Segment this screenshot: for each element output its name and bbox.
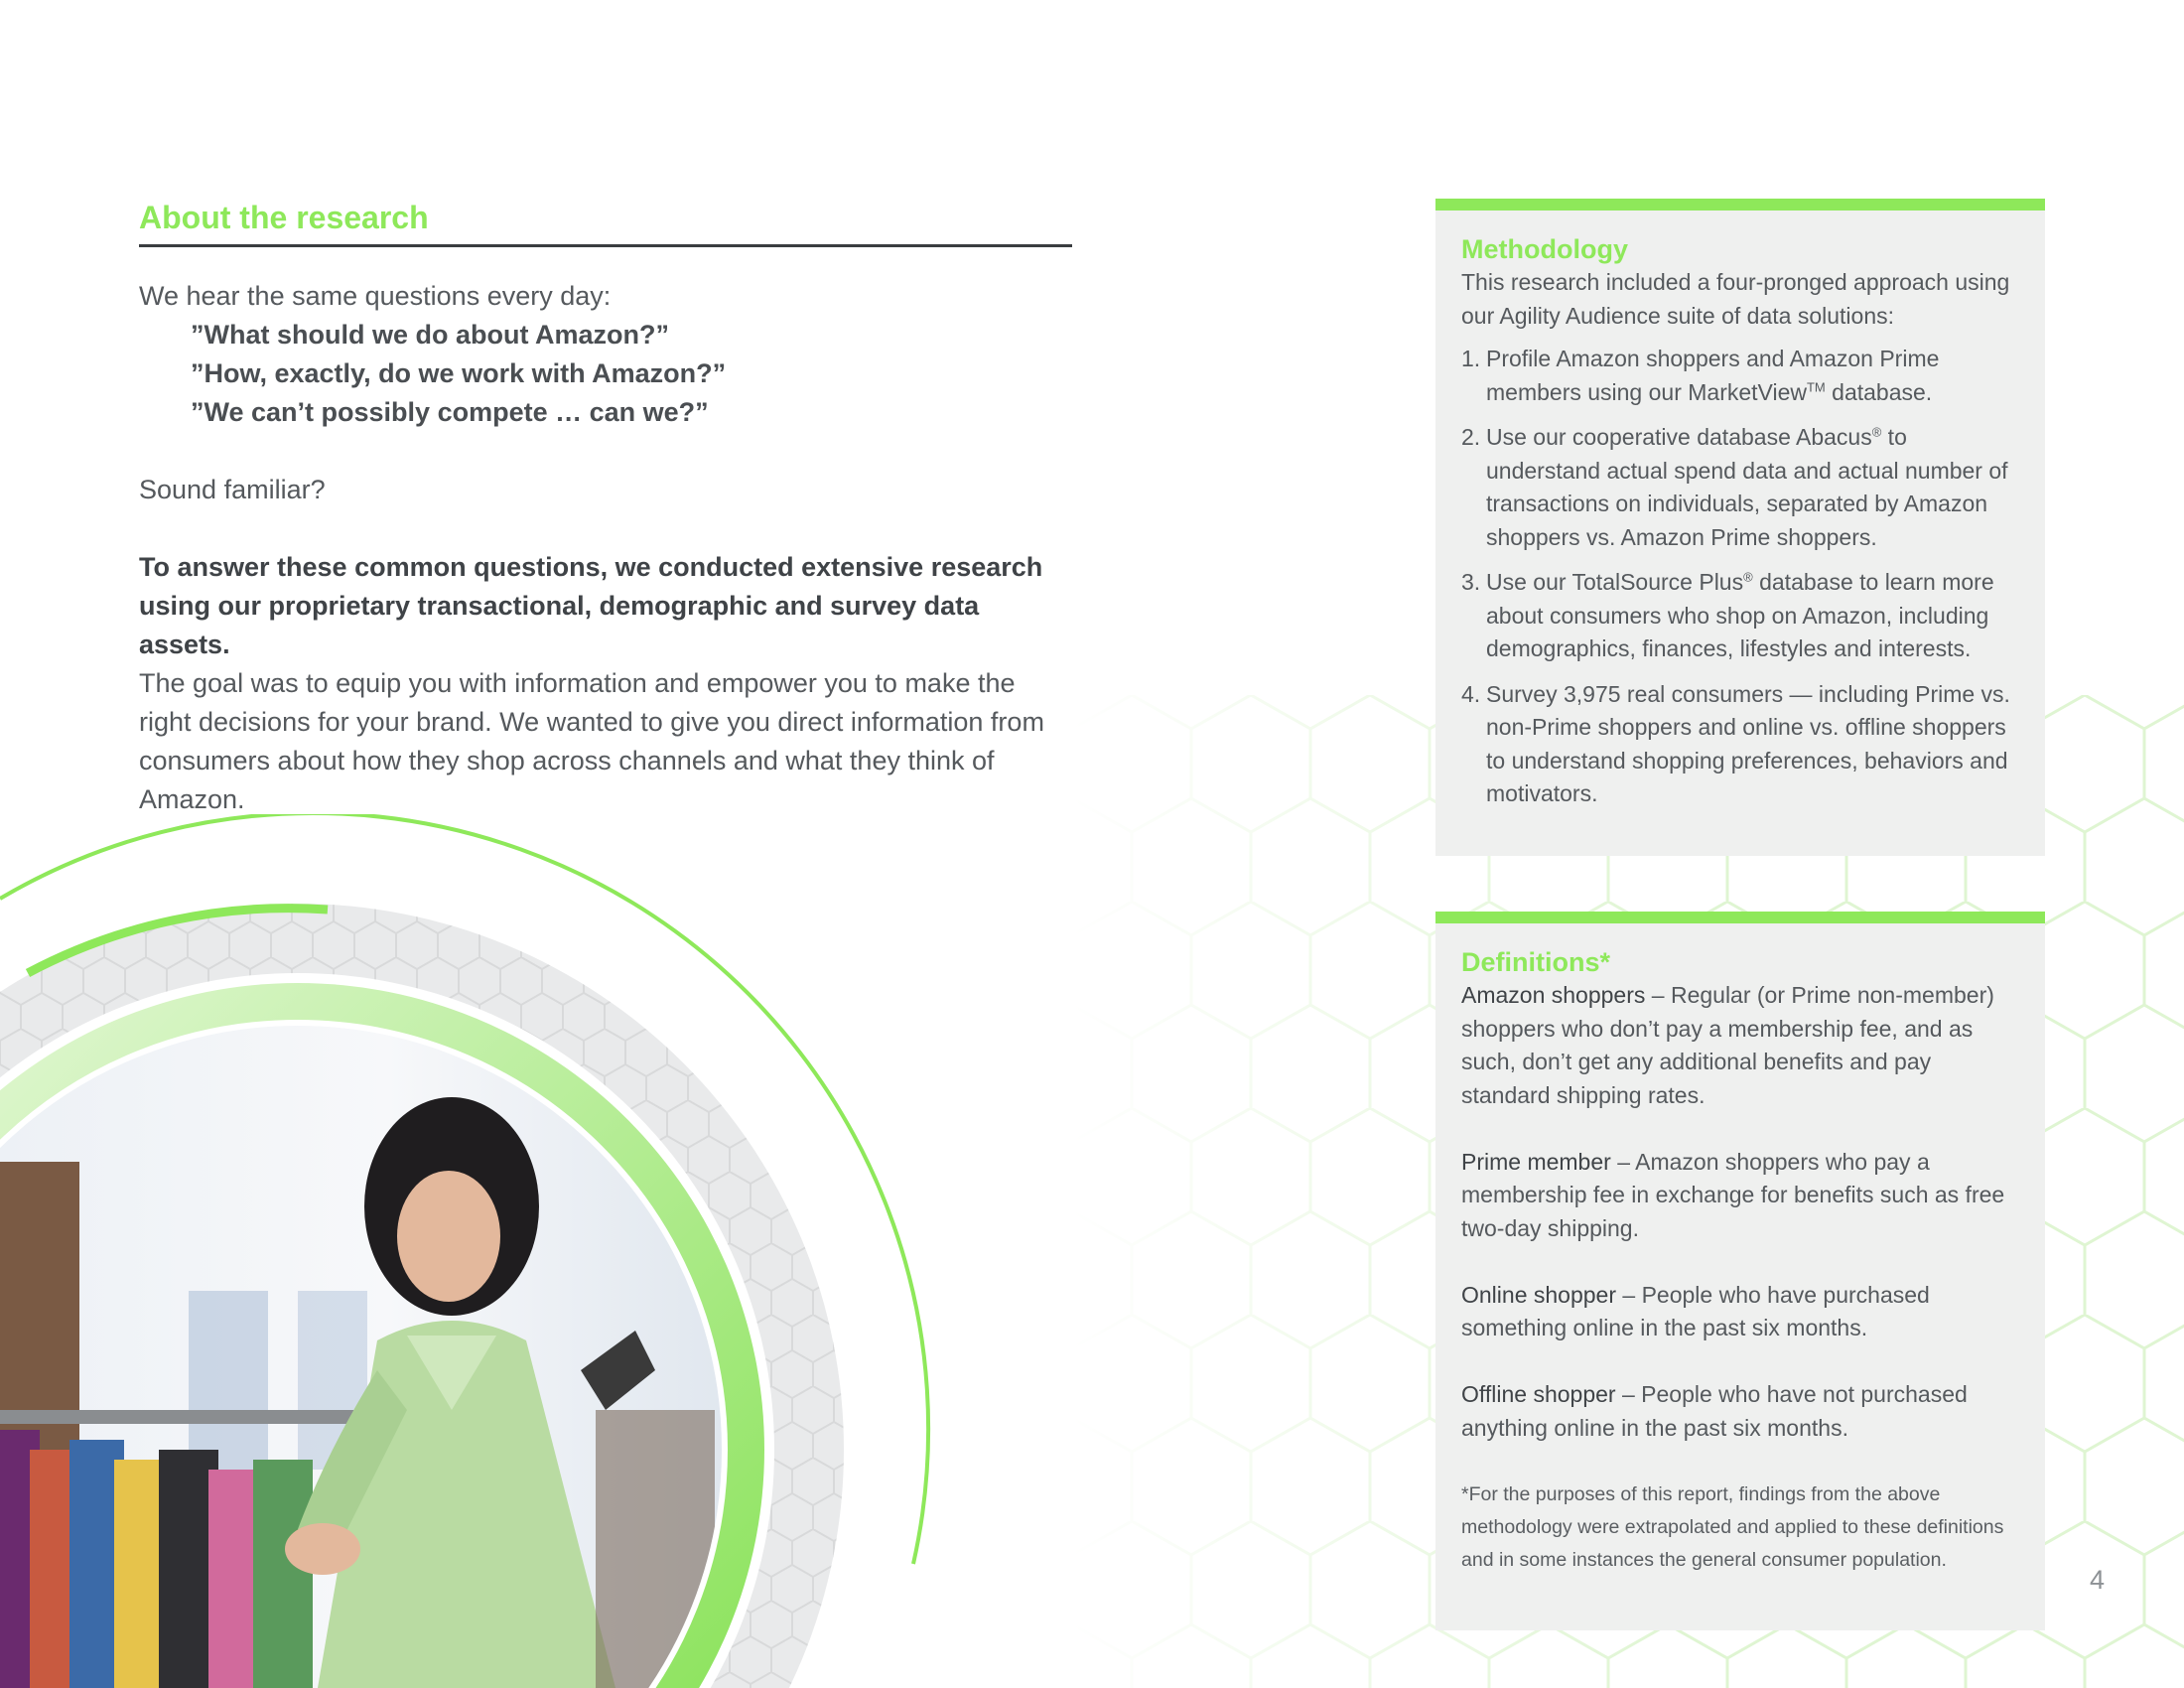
shopper-photo-illustration <box>0 814 933 1688</box>
about-intro: We hear the same questions every day: <box>139 281 612 311</box>
definitions-heading: Definitions* <box>1461 947 1611 977</box>
sound-familiar: Sound familiar? <box>139 475 326 504</box>
methodology-heading: Methodology <box>1461 234 1628 264</box>
definition-amazon-shoppers: Amazon shoppers – Regular (or Prime non-member) shoppers who don’t pay a membership fee, and as such, don’t get any additional benefits and pay standard shipping rates. <box>1461 982 1994 1108</box>
methodology-box <box>1435 199 2045 856</box>
list-item <box>1461 343 2019 409</box>
methodology-list <box>1461 343 2019 811</box>
list-item <box>1461 678 2019 811</box>
about-research-section <box>139 199 1072 819</box>
definition-prime-member: Prime member – Amazon shoppers who pay a membership fee in exchange for benefits such as free two-day shipping. <box>1461 1148 2005 1241</box>
definition-offline-shopper: Offline shopper – People who have not purchased anything online in the past six months. <box>1461 1381 1968 1441</box>
quote-1: ”What should we do about Amazon?” <box>191 320 669 350</box>
list-text: Survey 3,975 real consumers — including Prime vs. non-Prime shoppers and online vs. offline shoppers to understand shopping preferences, behaviors and motivators. <box>1486 680 2010 806</box>
list-text: Use our cooperative database Abacus® to understand actual spend data and actual number of transactions on individuals, separated by Amazon shoppers vs. Amazon Prime shoppers. <box>1486 424 2008 550</box>
list-item <box>1461 566 2019 666</box>
list-number: 1. <box>1461 346 1481 371</box>
quote-3: ”We can’t possibly compete … can we?” <box>191 397 709 427</box>
list-text: Profile Amazon shoppers and Amazon Prime members using our MarketView™ database. <box>1486 346 1940 405</box>
quote-2: ”How, exactly, do we work with Amazon?” <box>191 358 727 388</box>
methodology-intro: This research included a four-pronged approach using our Agility Audience suite of data solutions: <box>1461 269 2010 329</box>
about-heading: About the research <box>139 199 1072 247</box>
list-number: 3. <box>1461 569 1481 595</box>
list-number: 4. <box>1461 680 1481 707</box>
list-text: Use our TotalSource Plus® database to learn more about consumers who shop on Amazon, including demographics, finances, lifestyles and interests. <box>1486 569 1994 661</box>
definition-online-shopper: Online shopper – People who have purchased something online in the past six months. <box>1461 1281 1930 1340</box>
definitions-footnote: *For the purposes of this report, findings from the above methodology were extrapolated and applied to these definitions and in some instances the general consumer population. <box>1461 1482 2004 1571</box>
lead-bold-statement: To answer these common questions, we conducted extensive research using our proprietary transactional, demographic and survey data assets. <box>139 552 1043 659</box>
list-number: 2. <box>1461 424 1481 450</box>
page-number: 4 <box>2089 1565 2105 1595</box>
lead-body: The goal was to equip you with information and empower you to make the right decisions for your brand. We wanted to give you direct information from consumers about how they shop across channels and what they think of Amazon. <box>139 668 1044 814</box>
definitions-box <box>1435 912 2045 1630</box>
list-item <box>1461 421 2019 554</box>
